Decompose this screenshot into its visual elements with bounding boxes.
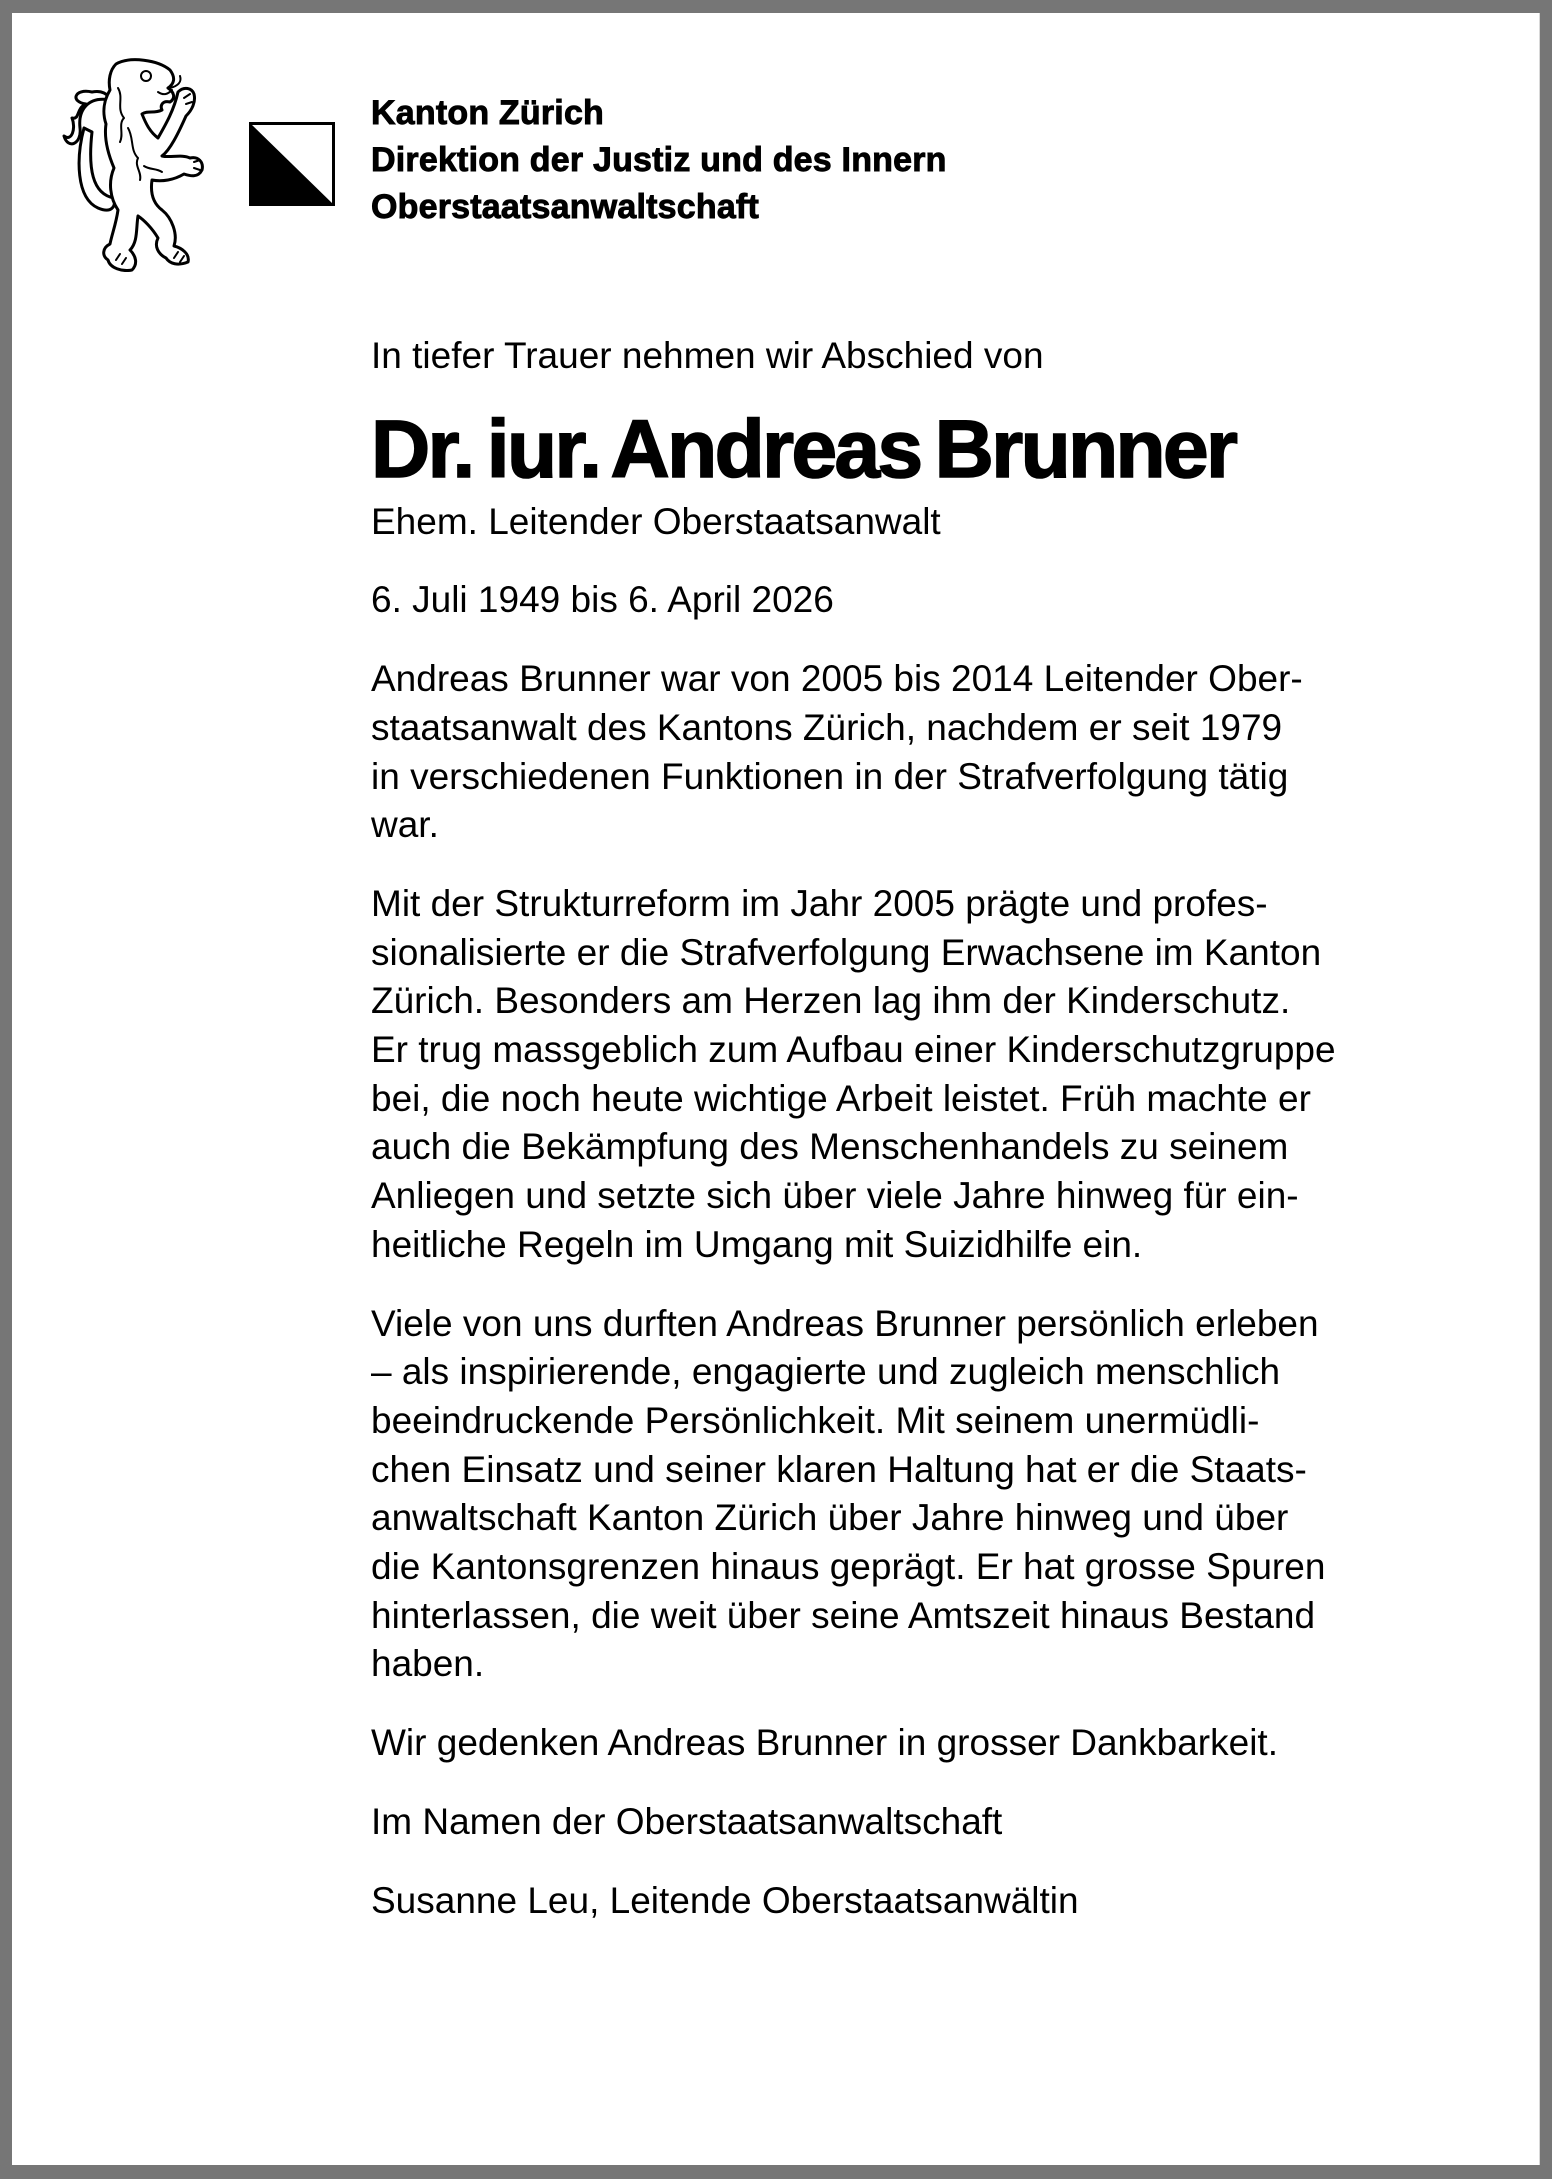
canton-name: Kanton Zürich	[371, 94, 605, 132]
issuer-header	[371, 90, 947, 231]
paragraph-line: die Kantonsgrenzen hinaus geprägt. Er hat grosse Spuren	[371, 1546, 1326, 1588]
directorate-name: Direktion der Justiz und des Innern	[371, 141, 947, 179]
paragraph-line: chen Einsatz und seiner klaren Haltung hat er die Staats-	[371, 1448, 1307, 1490]
paragraph-line: auch die Bekämpfung des Menschenhandels zu seinem	[371, 1126, 1289, 1168]
paragraph-line: staatsanwalt des Kantons Zürich, nachdem er seit 1979	[371, 706, 1283, 748]
tribute-paragraph-2	[371, 880, 1451, 1270]
paragraph-line: hinterlassen, die weit über seine Amtszeit hinaus Bestand	[371, 1594, 1316, 1636]
paragraph-line: sionalisierte er die Strafverfolgung Erwachsene im Kanton	[371, 931, 1322, 973]
paragraph-line: haben.	[371, 1643, 485, 1685]
paragraph-line: heitliche Regeln im Umgang mit Suizidhilfe ein.	[371, 1223, 1143, 1265]
paragraph-line: – als inspirierende, engagierte und zugleich menschlich	[371, 1351, 1281, 1393]
deceased-name: Dr. iur. Andreas Brunner	[371, 403, 1236, 495]
paragraph-line: Er trug massgeblich zum Aufbau einer Kinderschutzgruppe	[371, 1029, 1336, 1071]
zurich-flag-icon	[249, 122, 335, 206]
signature-text: Susanne Leu, Leitende Oberstaatsanwältin	[371, 1879, 1079, 1921]
on-behalf-text: Im Namen der Oberstaatsanwaltschaft	[371, 1800, 1003, 1842]
paragraph-line: Mit der Strukturreform im Jahr 2005 prägte und profes-	[371, 882, 1268, 924]
tribute-paragraph-3	[371, 1300, 1451, 1690]
obituary-content	[371, 332, 1451, 1925]
zurich-lion-icon	[58, 58, 218, 272]
tribute-paragraph-1	[371, 655, 1451, 850]
life-dates: 6. Juli 1949 bis 6. April 2026	[371, 579, 834, 621]
deceased-role: Ehem. Leitender Oberstaatsanwalt	[371, 500, 941, 542]
paragraph-line: war.	[371, 804, 439, 846]
office-name: Oberstaatsanwaltschaft	[371, 188, 759, 226]
paragraph-line: Anliegen und setzte sich über viele Jahre hinweg für ein-	[371, 1175, 1299, 1217]
obituary-page	[12, 13, 1540, 2165]
paragraph-line: bei, die noch heute wichtige Arbeit leistet. Früh machte er	[371, 1077, 1311, 1119]
paragraph-line: Andreas Brunner war von 2005 bis 2014 Leitender Ober-	[371, 658, 1303, 700]
paragraph-line: anwaltschaft Kanton Zürich über Jahre hinweg und über	[371, 1497, 1289, 1539]
paragraph-line: Zürich. Besonders am Herzen lag ihm der Kinderschutz.	[371, 980, 1291, 1022]
remembrance-text: Wir gedenken Andreas Brunner in grosser Dankbarkeit.	[371, 1722, 1278, 1764]
paragraph-line: beeindruckende Persönlichkeit. Mit seinem unermüdli-	[371, 1399, 1260, 1441]
paragraph-line: Viele von uns durften Andreas Brunner persönlich erleben	[371, 1302, 1319, 1344]
intro-text: In tiefer Trauer nehmen wir Abschied von	[371, 335, 1044, 376]
paragraph-line: in verschiedenen Funktionen in der Strafverfolgung tätig	[371, 755, 1289, 797]
